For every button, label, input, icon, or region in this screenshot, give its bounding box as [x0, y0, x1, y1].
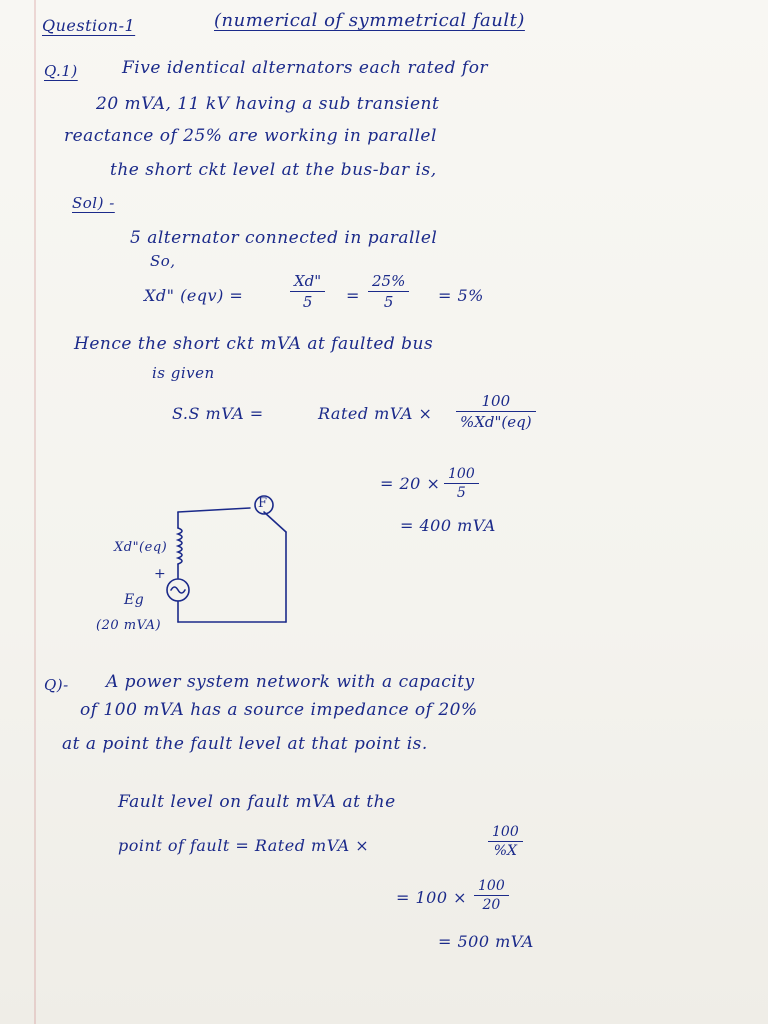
answer2-line-2: point of fault = Rated mVA ×: [118, 836, 370, 855]
frac-calc-denominator: 5: [456, 485, 466, 501]
source-label: Eg: [124, 592, 145, 608]
source-plus-label: +: [154, 566, 167, 582]
frac-ss-numerator: 100: [481, 392, 511, 410]
frac-25-denominator: 5: [383, 293, 394, 311]
eq-result: = 5%: [438, 286, 484, 305]
circuit-source-wave: [171, 587, 185, 593]
fault-marker-label: F: [258, 496, 268, 511]
answer2-calc-denominator: 20: [482, 897, 501, 913]
q2-label: Q)-: [44, 676, 69, 694]
q1-line-3: reactance of 25% are working in parallel: [64, 126, 437, 146]
calc-lhs: = 20 ×: [380, 474, 441, 493]
eq-equals-1: =: [346, 286, 360, 305]
answer2-line-1: Fault level on fault mVA at the: [118, 792, 396, 812]
calc-result: = 400 mVA: [400, 516, 496, 535]
circuit-fault-link: [264, 512, 286, 532]
q1-line-2: 20 mVA, 11 kV having a sub transient: [96, 94, 440, 114]
answer2-calc-frac: [474, 878, 509, 913]
solution-so: So,: [150, 252, 176, 270]
answer2-frac: [488, 824, 523, 859]
solution-label: Sol) -: [72, 194, 115, 212]
answer2-result: = 500 mVA: [438, 932, 534, 951]
q2-line-1: A power system network with a capacity: [106, 672, 475, 692]
reactance-label: Xd"(eq): [114, 540, 168, 555]
solution-line-1: 5 alternator connected in parallel: [130, 228, 438, 248]
ss-rated: Rated mVA ×: [318, 404, 433, 423]
circuit-reactor-coil: [178, 528, 182, 564]
frac-xd-numerator: Xd": [294, 272, 322, 290]
answer2-frac-numerator: 100: [492, 824, 519, 840]
frac-xd-denominator: 5: [302, 293, 313, 311]
frac-25-numerator: 25%: [372, 272, 406, 290]
q1-line-1: Five identical alternators each rated for: [122, 58, 489, 78]
hence-line: Hence the short ckt mVA at faulted bus: [74, 334, 434, 354]
q2-line-2: of 100 mVA has a source impedance of 20%: [80, 700, 478, 720]
answer2-calc-numerator: 100: [478, 878, 505, 894]
circuit-wire-top: [178, 508, 250, 512]
frac-calc-numerator: 100: [448, 466, 475, 482]
answer2-calc-lhs: = 100 ×: [396, 888, 468, 907]
frac-ss-denominator: %Xd"(eq): [460, 413, 532, 431]
q1-label: Q.1): [44, 62, 78, 80]
q2-line-3: at a point the fault level at that point is.: [62, 734, 428, 754]
ss-lhs: S.S mVA =: [172, 404, 264, 423]
is-given-line: is given: [152, 364, 215, 382]
question-heading: Question-1: [42, 16, 136, 35]
q1-line-4: the short ckt level at the bus-bar is,: [110, 160, 437, 180]
source-rating-label: (20 mVA): [96, 618, 162, 633]
topic-heading: (numerical of symmetrical fault): [214, 10, 525, 31]
answer2-frac-denominator: %X: [493, 843, 517, 859]
eq-lhs: Xd" (eqv) =: [144, 286, 244, 305]
